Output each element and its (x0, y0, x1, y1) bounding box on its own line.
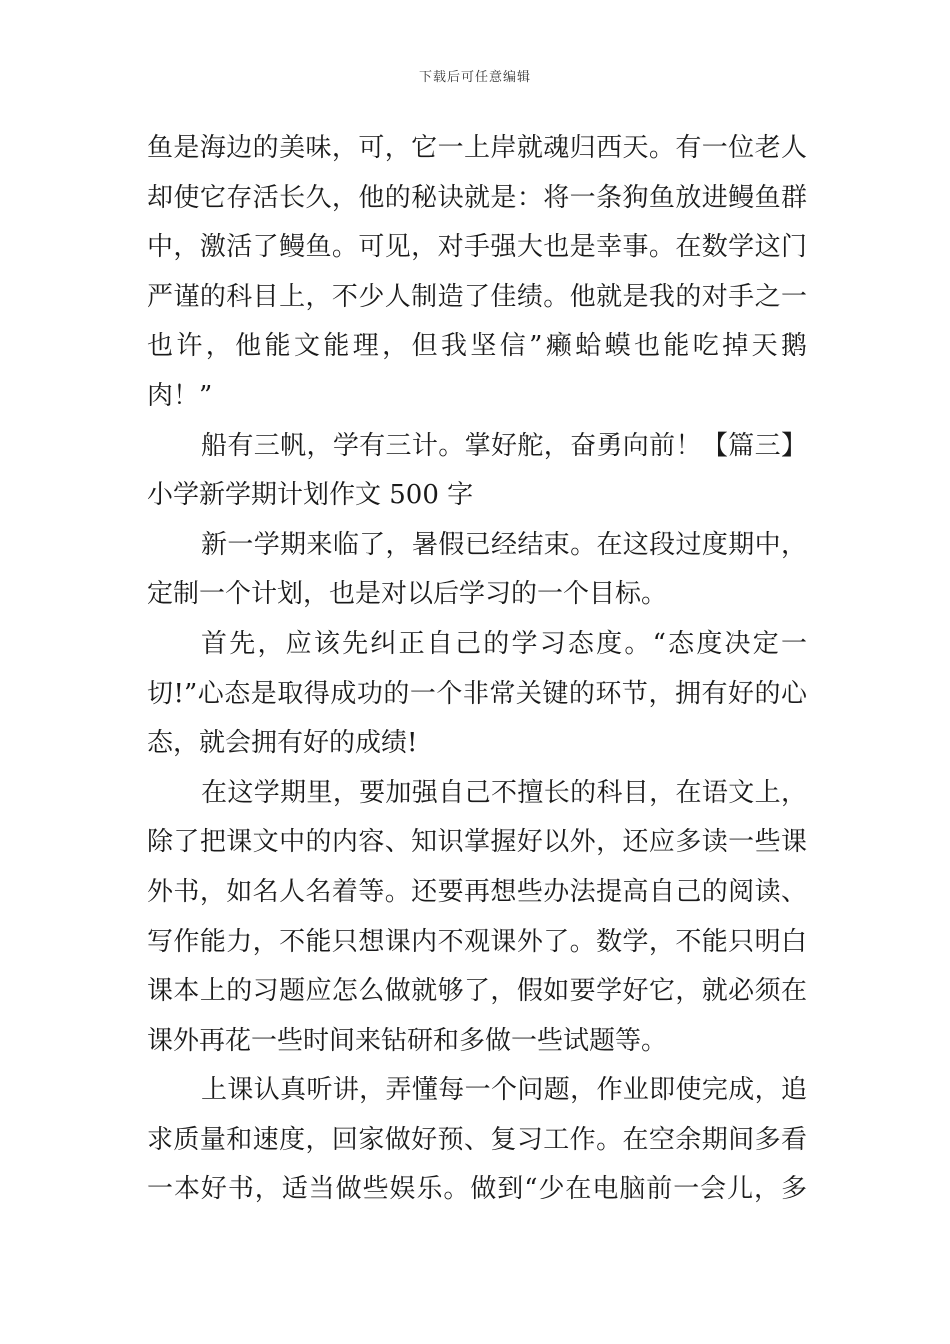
text-line: 定制一个计划，也是对以后学习的一个目标。 (147, 579, 668, 610)
text-line: 写作能力，不能只想课内不观课外了。数学，不能只明白 (147, 926, 807, 957)
text-line: 严谨的科目上，不少人制造了佳绩。他就是我的对手之一 (147, 281, 807, 312)
text-line: 新一学期来临了，暑假已经结束。在这段过度期中， (201, 529, 807, 560)
document-body (147, 124, 807, 1215)
text-line: 肉！” (147, 380, 213, 411)
text-line: 态，就会拥有好的成绩! (147, 728, 418, 759)
text-line: 求质量和速度，回家做好预、复习工作。在空余期间多看 (147, 1124, 807, 1155)
text-line: 鱼是海边的美味，可，它一上岸就魂归西天。有一位老人 (147, 133, 807, 163)
text-line: 中，激活了鳗鱼。可见，对手强大也是幸事。在数学这门 (147, 232, 807, 263)
text-line: 外书，如名人名着等。还要再想些办法提高自己的阅读、 (147, 876, 807, 907)
text-line: 除了把课文中的内容、知识掌握好以外，还应多读一些课 (147, 827, 807, 858)
text-line: 切!”心态是取得成功的一个非常关键的环节，拥有好的心 (147, 678, 807, 709)
text-line: 却使它存活长久，他的秘诀就是：将一条狗鱼放进鳗鱼群 (147, 182, 807, 213)
text-line: 一本好书，适当做些娱乐。做到“少在电脑前一会儿，多 (147, 1174, 807, 1205)
text-line: 课本上的习题应怎么做就够了，假如要学好它，就必须在 (147, 976, 807, 1007)
text-line: 首先，应该先纠正自己的学习态度。“态度决定一 (201, 628, 807, 659)
text-line: 在这学期里，要加强自己不擅长的科目，在语文上， (201, 777, 807, 808)
section-title: 小学新学期计划作文 500 字 (147, 480, 474, 511)
text-line: 上课认真听讲，弄懂每一个问题，作业即使完成，追 (201, 1075, 807, 1106)
text-line: 也许，他能文能理，但我坚信”癞蛤蟆也能吃掉天鹅 (147, 331, 807, 362)
text-line: 船有三帆，学有三计。掌好舵，奋勇向前！【篇三】 (201, 430, 807, 461)
page-header: 下载后可任意编辑 (418, 70, 531, 85)
text-line: 课外再花一些时间来钻研和多做一些试题等。 (147, 1025, 668, 1056)
